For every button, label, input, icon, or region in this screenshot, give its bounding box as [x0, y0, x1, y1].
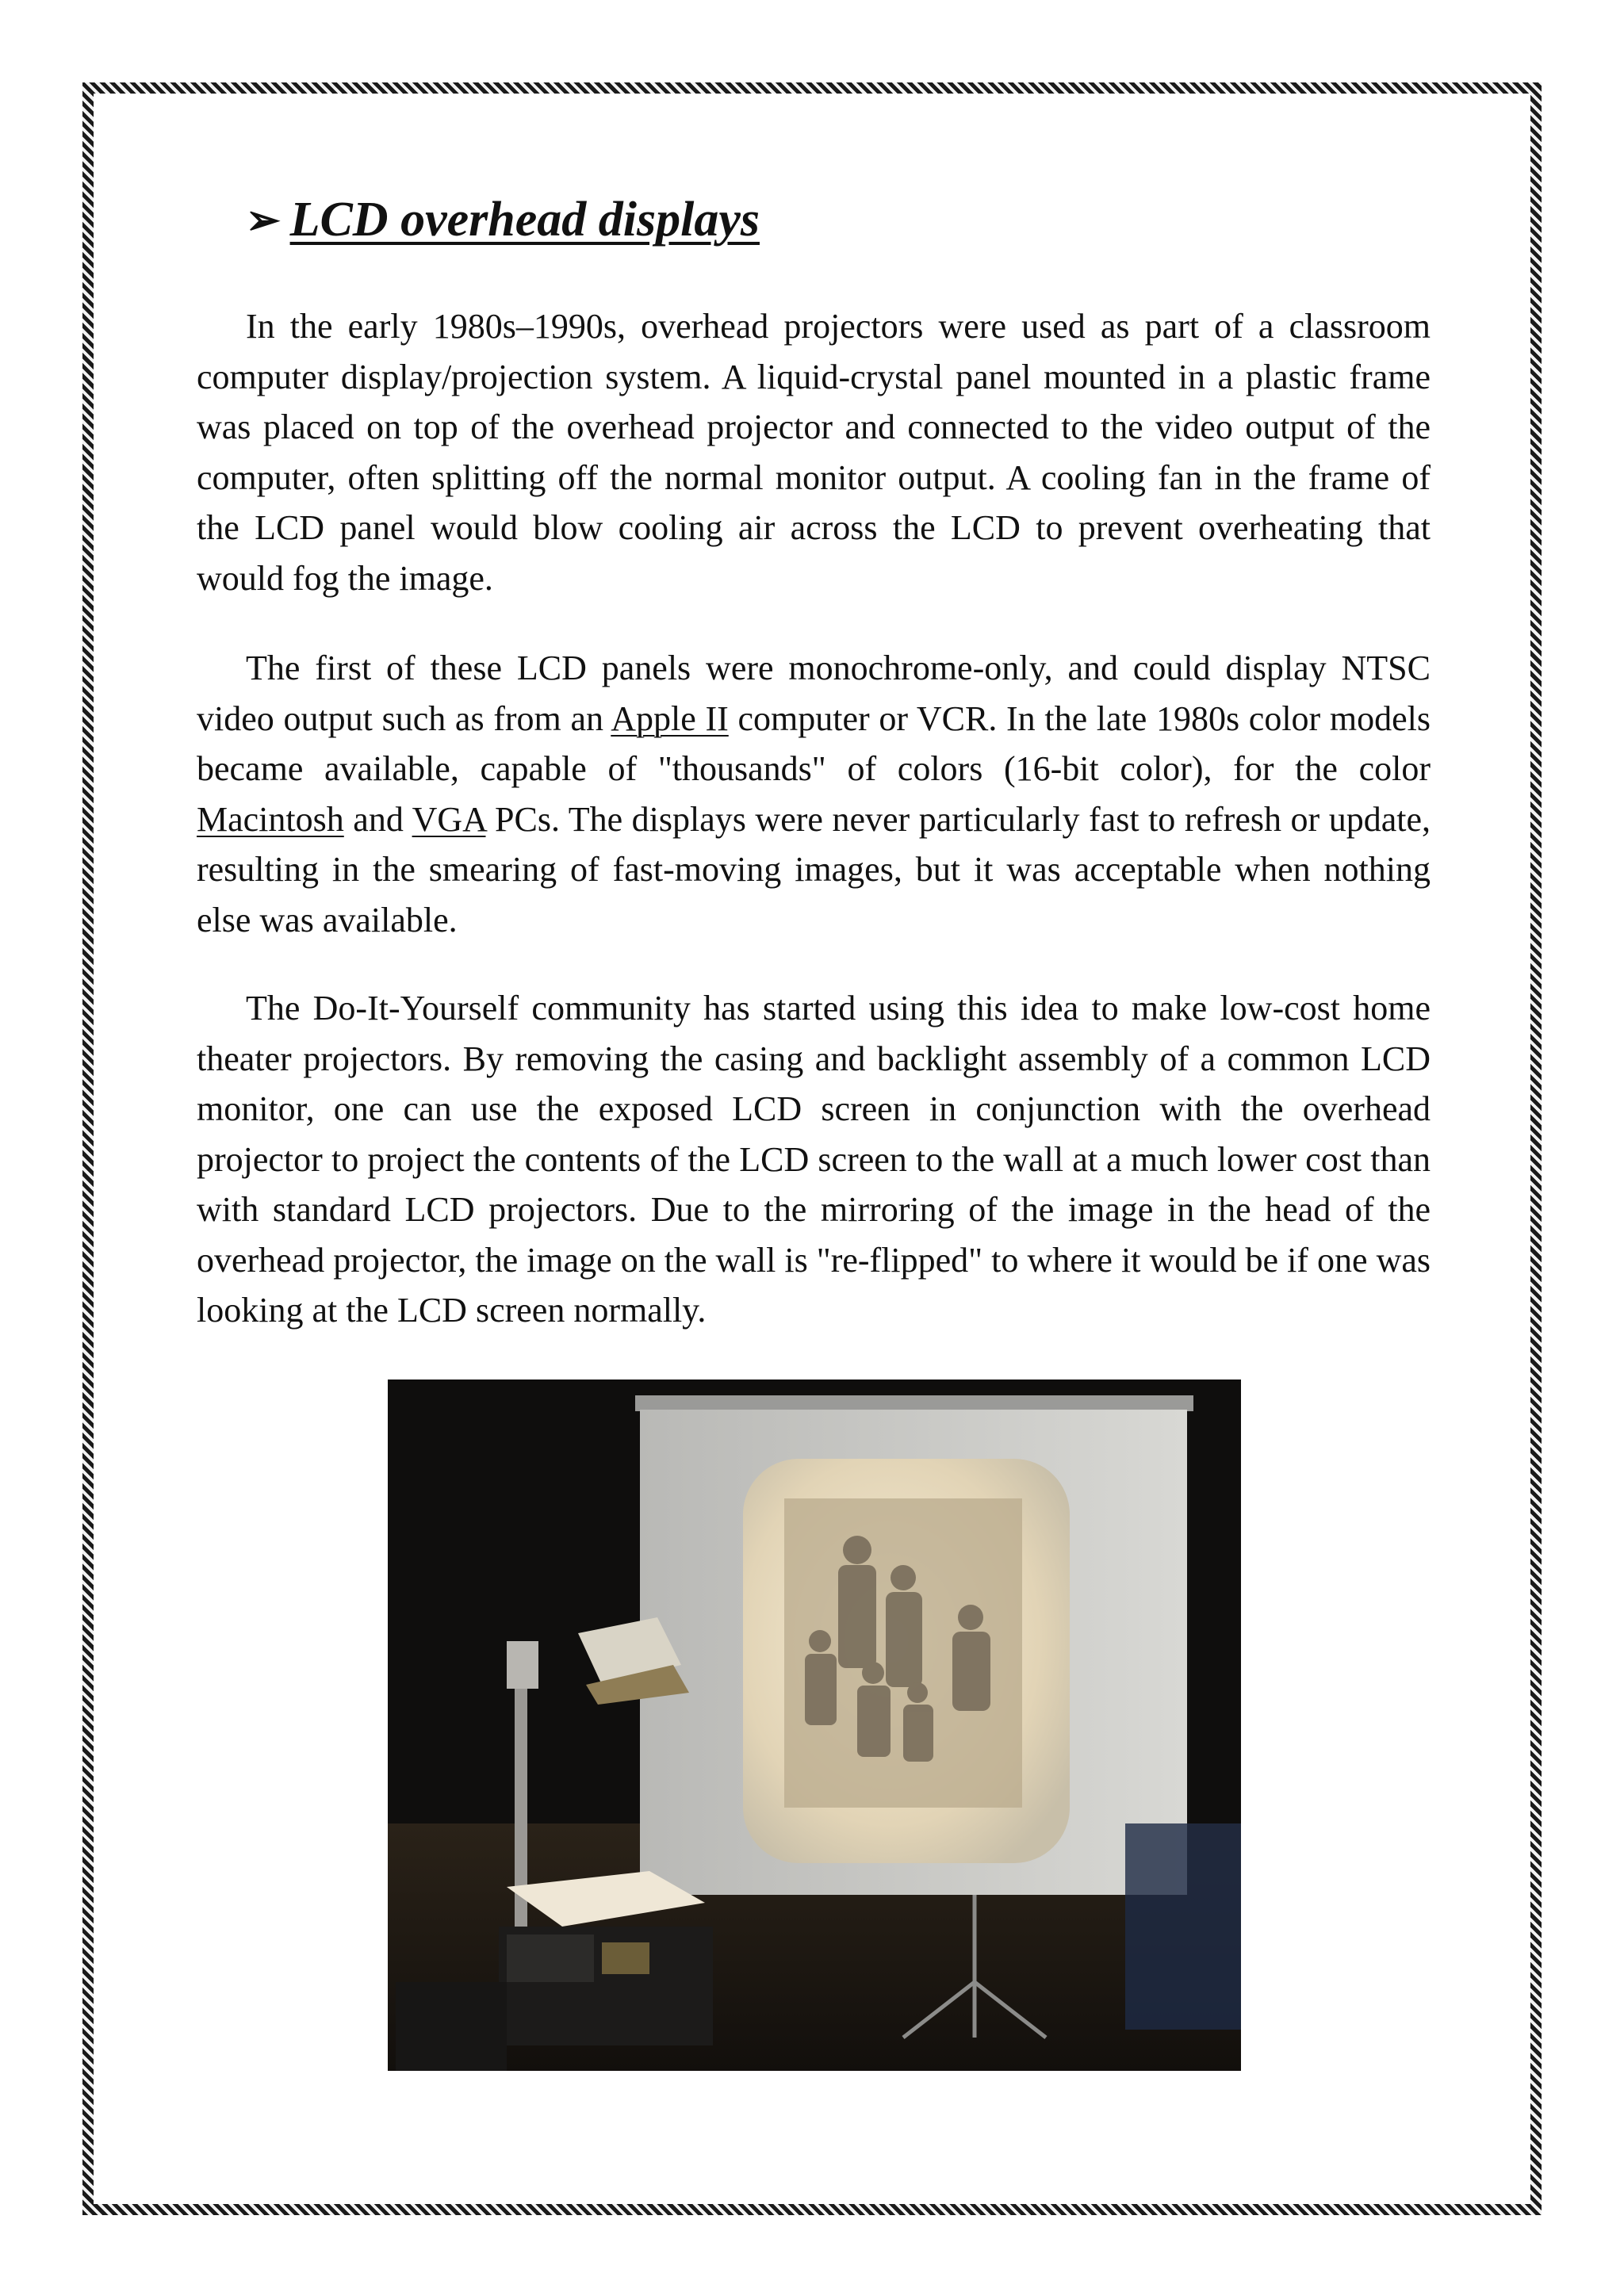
paragraph-2-text: computer or VCR. In the late 1980s color models became available, capable of "thousands" of colors (16-bit color), for the color: [197, 698, 1431, 788]
apple-ii-link[interactable]: Apple II: [611, 698, 729, 738]
overhead-projector-photo: [388, 1380, 1241, 2071]
shelf-unit: [1125, 1823, 1241, 2030]
screen-casing: [635, 1395, 1193, 1411]
vga-link[interactable]: VGA: [412, 799, 486, 839]
paragraph-1: In the early 1980s–1990s, overhead projectors were used as part of a classroom computer display/projection system. A liquid-crystal panel mounted in a plastic frame was placed on top of the overhead projector and connected to the video output of the computer, often splitting off the normal monitor output. A cooling fan in the frame of the LCD panel would blow cooling air across the LCD to prevent overheating that would fog the image.: [197, 307, 1431, 598]
overhead-projector-illustration: [388, 1380, 1241, 2071]
paragraph-2-text: PCs. The displays were never particularly fast to refresh or update, resulting in the smearing of fast-moving images, but it was acceptable when nothing else was available.: [197, 799, 1431, 939]
paragraph-3: The Do-It-Yourself community has started using this idea to make low-cost home theater projectors. By removing the casing and backlight assembly of a common LCD monitor, one can use the exposed LCD screen in conjunction with the overhead projector to project the contents of the LCD screen to the wall at a much lower cost than with standard LCD projectors. Due to the mirroring of the image in the head of the overhead projector, the image on the wall is "re-flipped" to where it would be if one was looking at the LCD screen normally.: [197, 989, 1431, 1330]
paragraph-2-text: and: [343, 799, 412, 839]
paragraph-2-text: The first of these LCD panels were monochrome-only, and could display NTSC video output such as from an: [197, 649, 1431, 738]
page-title: [246, 192, 760, 248]
macintosh-link[interactable]: Macintosh: [197, 799, 344, 839]
arrow-bullet-icon: ➢: [246, 197, 281, 243]
heading-text: LCD overhead displays: [289, 193, 760, 247]
paragraph-2: [197, 643, 1431, 945]
